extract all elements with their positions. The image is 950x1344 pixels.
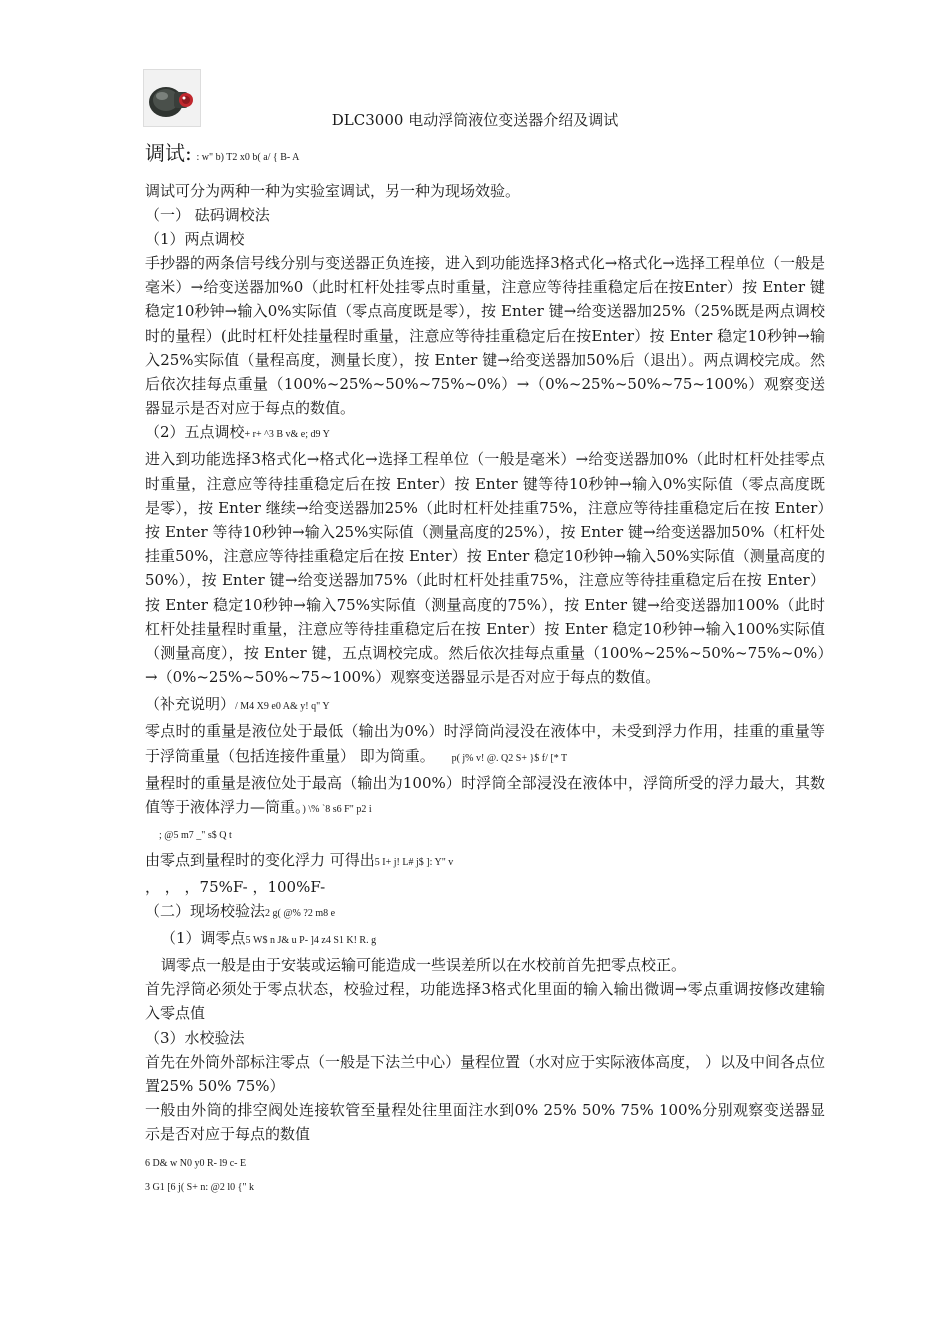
- supplement-heading: [145, 692, 825, 719]
- values-line: ， ， ，75%F- ，100%F-: [145, 878, 326, 897]
- change-buoyancy-line: [145, 848, 825, 875]
- noise-line: ; @5 m7 _" s$ Q t: [159, 830, 232, 842]
- two-point-body: 手抄器的两条信号线分别与变送器正负连接，进入到功能选择3格式化→格式化→选择工程单位（一般是毫米）→给变送器加%0（此时杠杆处挂零点时重量，注意应等待挂重稳定后在按Enter）按 Enter 键稳定10秒钟→输入0%实际值（零点高度既是零），按 Enter 键→给变送器加25%（25%既是两点调校时的量程）(此时杠杆处挂量程时重量，注意应等待挂重稳定后在按Enter）按 Enter 稳定10秒钟→输入25%实际值（量程高度，测量长度），按 Enter 键→给变送器加50%后（退出）。两点调校完成。然后依次挂每点重量（100%~25%~50%~75%~0%）→（0%~25%~50%~75~100%）观察变送器显示是否对应于每点的数值。: [145, 254, 825, 418]
- zero-adjust-line1: 调零点一般是由于安装或运输可能造成一些误差所以在水校前首先把零点校正。: [161, 956, 687, 975]
- intro-text: 调试可分为两种一种为实验室调试，另一种为现场效验。: [145, 182, 521, 200]
- section2-title: （二）现场校验法: [145, 902, 266, 921]
- heading-colon: :: [185, 141, 192, 165]
- noise-text: 2 g( @% ?2 m8 e: [265, 908, 336, 920]
- water-check-title: （3）水校验法: [145, 1028, 245, 1047]
- water-check-line2: 一般由外筒的排空阀处连接软管至量程处往里面注水到0% 25% 50% 75% 100%分别观察变送器显示是否对应于每点的数值: [145, 1101, 825, 1144]
- heading-text: 调试: [145, 141, 185, 165]
- change-buoyancy-text: 由零点到量程时的变化浮力 可得出: [145, 851, 375, 870]
- zero-weight-text: [145, 719, 825, 770]
- range-weight-sentence: 量程时的重量是液位处于最高（输出为100%）时浮筒全部浸没在液体中，浮筒所受的浮力最大，其数值等于液体浮力—筒重。: [145, 773, 825, 817]
- noise-text: p( j% v! @. Q2 S+ }$ f/ [* T: [451, 752, 568, 764]
- section1-sub2-title: （2）五点调校: [145, 423, 245, 442]
- noise-text: 5 W$ n J& u P- ]4 z4 S1 K! R. g: [245, 935, 377, 947]
- section2-heading: [145, 899, 825, 926]
- footer-noise-2: 3 G1 [6 j( S+ n: @2 l0 {" k: [145, 1182, 255, 1194]
- noise-text: / M4 X9 e0 A& y! q" Y: [235, 701, 330, 713]
- zero-adjust-heading: [145, 926, 825, 953]
- zero-weight-sentence: 零点时的重量是液位处于最低（输出为0%）时浮筒尚浸没在液体中，未受到浮力作用，挂重的重量等于浮筒重量（包括连接件重量） 即为筒重。: [145, 722, 825, 765]
- noise-text: ) \% `8 s6 F" p2 i: [302, 804, 372, 816]
- zero-adjust-title: （1）调零点: [161, 929, 246, 948]
- debug-heading: [145, 140, 825, 173]
- noise-text: + r+ ^3 B v& e; d9 Y: [244, 429, 330, 441]
- noise-text: 5 I+ j! L# j$ ]: Y" v: [374, 857, 454, 869]
- document-body: [145, 140, 825, 1196]
- section1-sub2-heading: [145, 420, 825, 447]
- zero-adjust-line2: 首先浮筒必须处于零点状态，校验过程，功能选择3格式化里面的输入输出微调→零点重调按修改建输入零点值: [145, 980, 825, 1023]
- five-point-body: 进入到功能选择3格式化→格式化→选择工程单位（一般是毫米）→给变送器加0%（此时杠杆处挂零点时重量，注意应等待挂重稳定后在按 Enter）按 Enter 键等待10秒钟→输入0%实际值（零点高度既是零），按 Enter 继续→给变送器加25%（此时杠杆处挂重75%，注意应等待挂重稳定后在按 Enter）按 Enter 等待10秒钟→输入25%实际值（测量高度的25%），按 Enter 键→给变送器加50%（杠杆处挂重50%，注意应等待挂重稳定后在按 Enter）按 Enter 稳定10秒钟→输入50%实际值（测量高度的50%），按 Enter 键→给变送器加75%（此时杠杆处挂重75%，注意应等待挂重稳定后在按 Enter）按 Enter 稳定10秒钟→输入75%实际值（测量高度的75%），按 Enter 键→给变送器加100%（此时杠杆处挂量程时重量，注意应等待挂重稳定后在按 Enter）按 Enter 稳定10秒钟→输入100%实际值（测量高度），按 Enter 键，五点调校完成。然后依次挂每点重量（100%~25%~50%~75%~0%）→（0%~25%~50%~75~100%）观察变送器显示是否对应于每点的数值。: [145, 450, 825, 687]
- section1-sub1-title: （1）两点调校: [145, 230, 245, 248]
- range-weight-text: [145, 771, 825, 822]
- document-title: DLC3000 电动浮筒液位变送器介绍及调试: [331, 111, 619, 129]
- water-check-line1: 首先在外筒外部标注零点（一般是下法兰中心）量程位置（水对应于实际液体高度， ）以及中间各点位置25% 50% 75%）: [145, 1052, 825, 1095]
- noise-text: : w" b) T2 x0 b( a/ { B- A: [196, 152, 300, 163]
- supplement-title: （补充说明）: [145, 695, 236, 714]
- footer-noise-1: 6 D& w N0 y0 R- l9 c- E: [145, 1158, 247, 1170]
- section1-title: （一） 砝码调校法: [145, 206, 270, 224]
